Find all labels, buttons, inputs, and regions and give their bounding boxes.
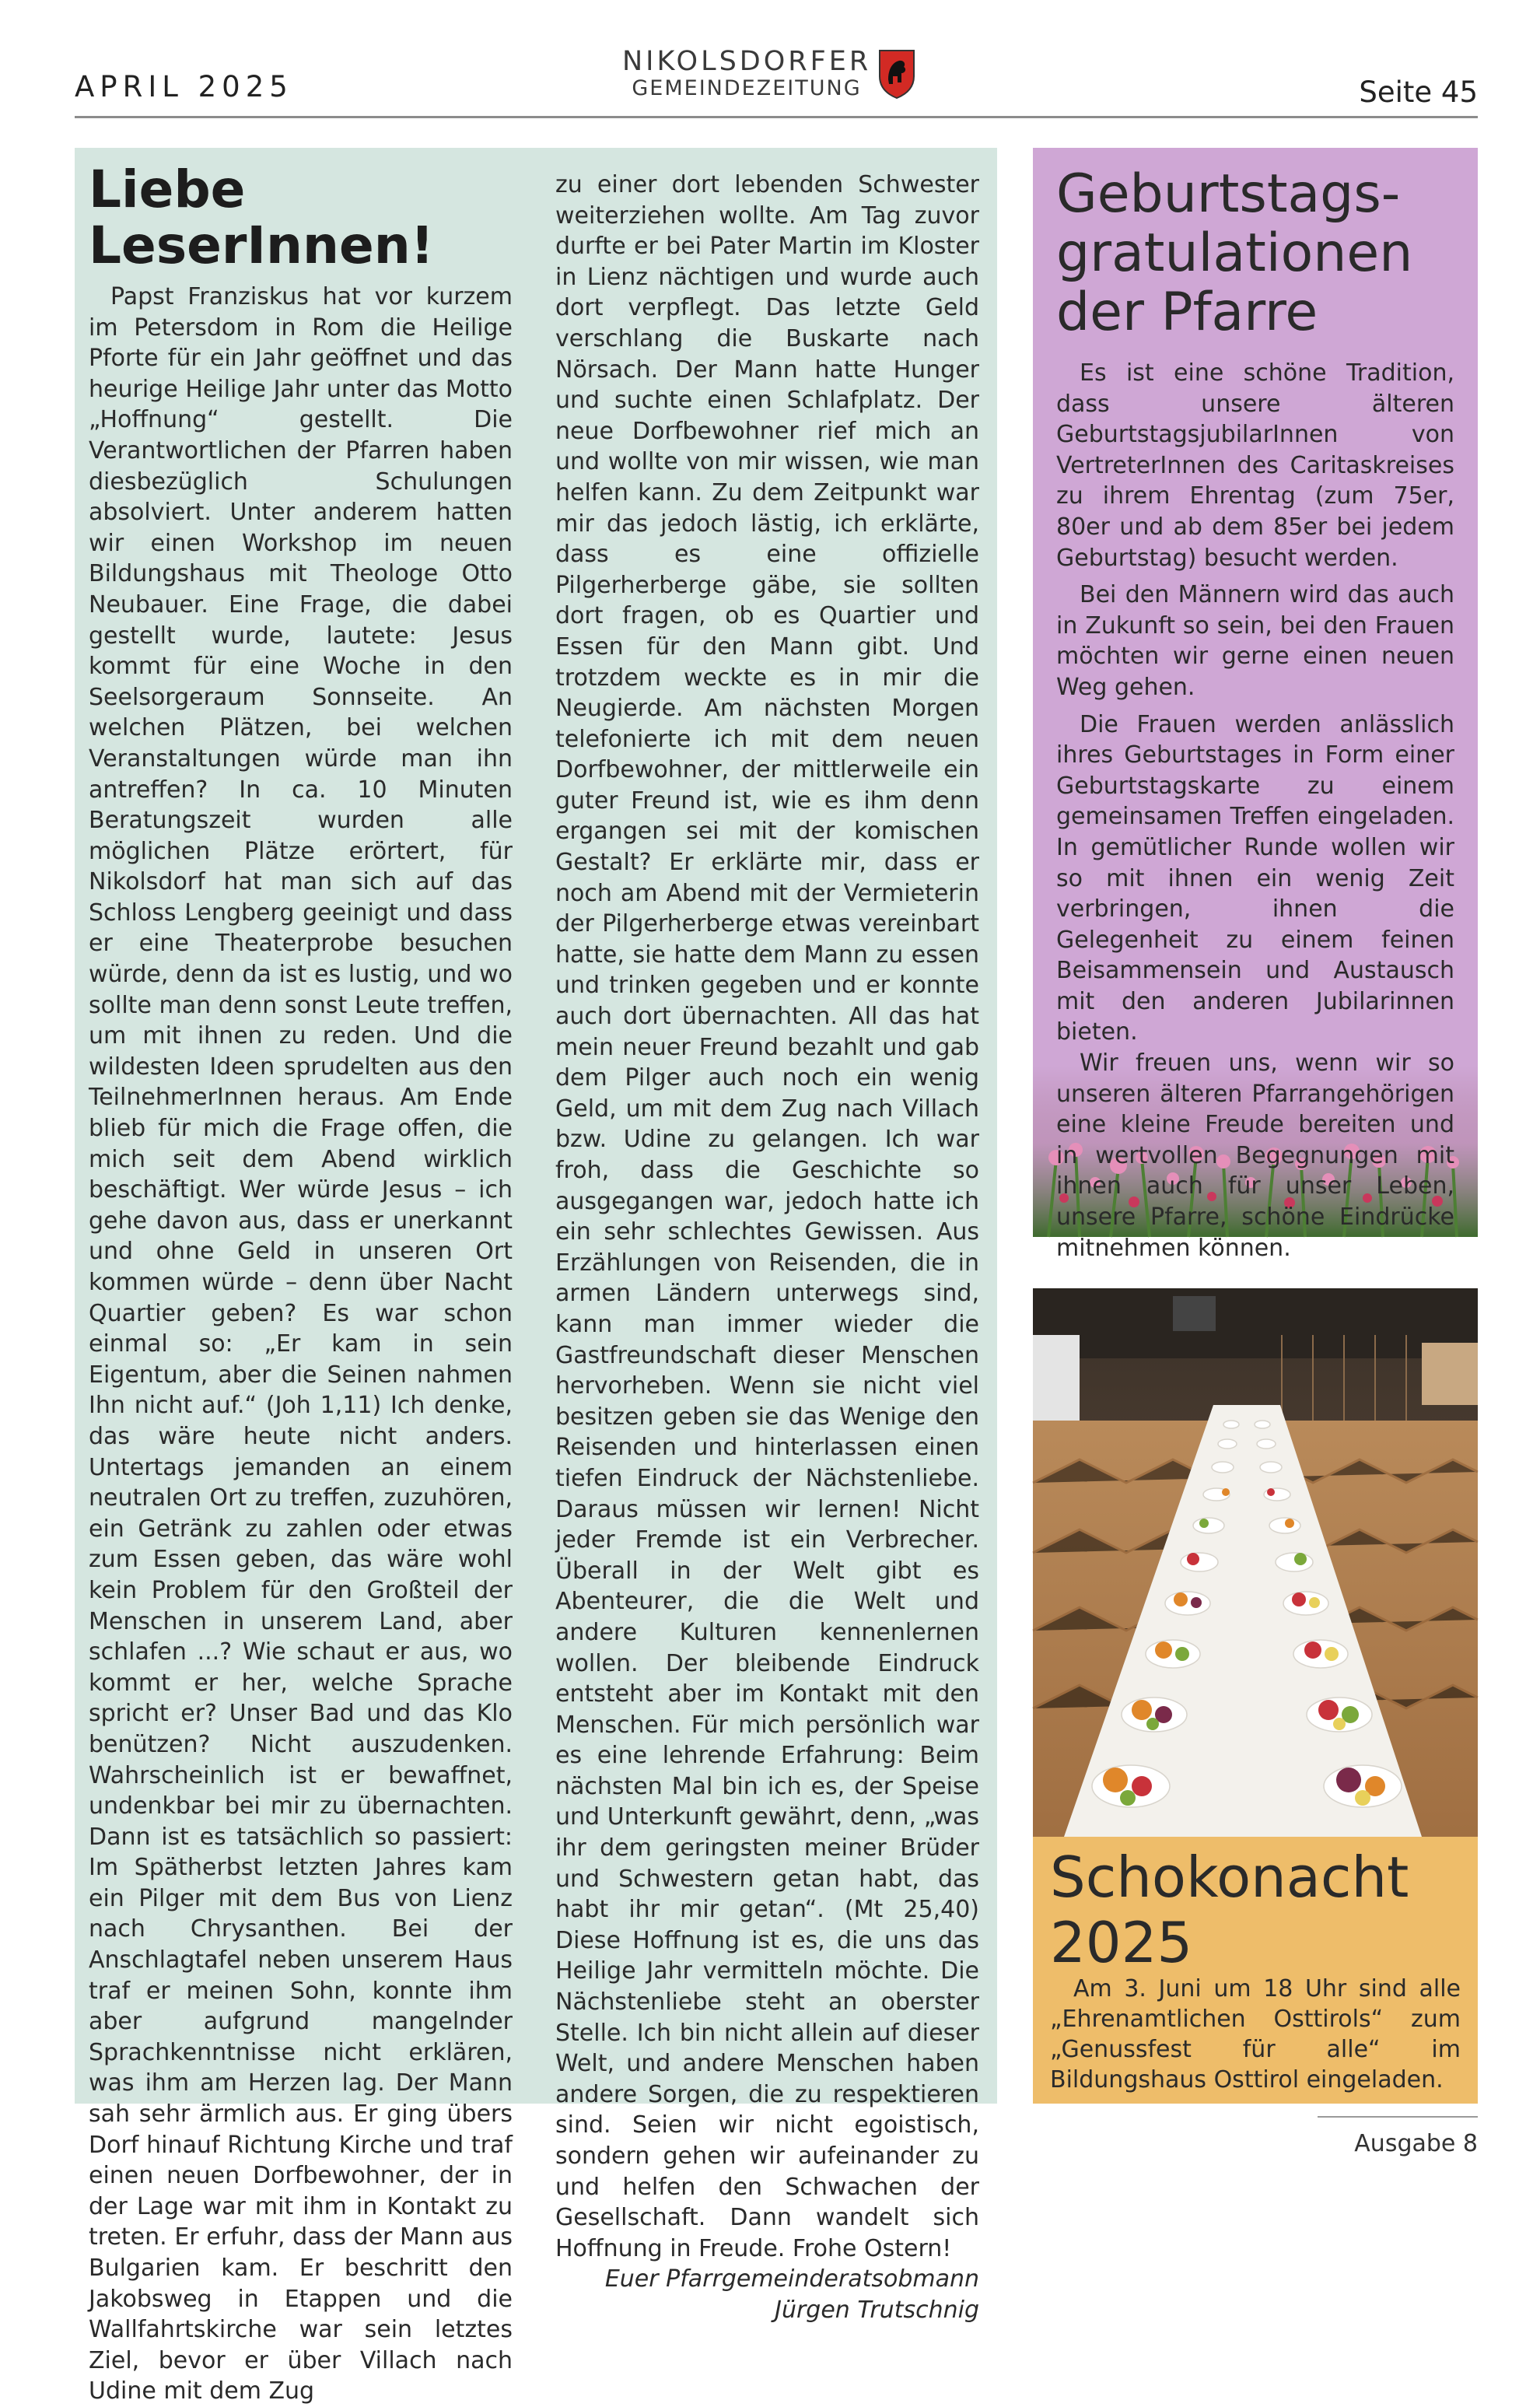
article-column-2: [555, 170, 979, 2326]
birthday-title: Geburtstags-gratulationen der Pfarre: [1056, 163, 1413, 343]
masthead-title: NIKOLSDORFER: [622, 46, 872, 77]
article-title: Liebe LeserInnen!: [89, 159, 434, 275]
article-paragraph: zu einer dort lebenden Schwester weiterziehen wollte. Am Tag zuvor durfte er bei Pater Martin im Kloster in Lienz nächtigen und wurde auch dort verpflegt. Das letzte Geld verschlang die Buskarte nach Nörsach. Der Mann hatte Hunger und suchte einen Schlafplatz. Der neue Dorfbewohner rief mich an und wollte von mir wissen, wie man helfen kann. Zu dem Zeitpunkt war mir das jedoch lästig, ich erklärte, dass es eine offizielle Pilgerherberge gäbe, sie sollten dort fragen, ob es Quartier und Essen für den Mann gibt. Und trotzdem weckte es in mir die Neugierde. Am nächsten Morgen telefonierte ich mit dem neuen Dorfbewohner, der mittlerweile ein guter Freund ist, wie es ihm denn ergangen sei mit der komischen Gestalt? Er erklärte mir, dass er noch am Abend mit der Vermieterin der Pilgerherberge etwas vereinbart hatte, sie hatte dem Mann zu essen und trinken gegeben und er konnte auch dort übernachten. All das hat mein neuer Freund bezahlt und gab dem Pilger auch noch ein wenig Geld, um mit dem Zug nach Villach bzw. Udine zu gelangen. Ich war froh, dass die Geschichte so ausgegangen war, jedoch hatte ich ein sehr schlechtes Gewissen. Aus Erzählungen von Reisenden, die in armen Ländern unterwegs sind, kann man immer wieder die Gastfreundschaft dieser Menschen hervorheben. Wenn sie nicht viel besitzen geben sie das Wenige den Reisenden und hinterlassen einen tiefen Eindruck der Nächstenliebe. Daraus müssen wir lernen! Nicht jeder Fremde ist ein Verbrecher. Überall in der Welt gibt es Abenteurer, die die Welt und andere Kulturen kennenlernen wollen. Der bleibende Eindruck entsteht aber im Kontakt mit den Menschen. Für mich persönlich war es eine lehrende Erfahrung: Beim nächsten Mal bin ich es, der Speise und Unterkunft gewährt, denn, „was ihr dem geringsten meiner Brüder und Schwestern getan habt, das habt ihr mir getan“. (Mt 25,40) Diese Hoffnung ist es, die uns das Heilige Jahr vermitteln möchte. Die Nächstenliebe steht an oberster Stelle. Ich bin nicht allein auf dieser Welt, und andere Menschen haben andere Sorgen, die zu respektieren sind. Seien wir nicht egoistisch, sondern gehen wir aufeinander zu und helfen den Schwachen der Gesellschaft. Dann wandelt sich Hoffnung in Freude. Frohe Ostern!: [555, 171, 979, 2262]
signature-name: Jürgen Trutschnig: [775, 2296, 979, 2324]
birthday-paragraph: Bei den Männern wird das auch in Zukunft so sein, bei den Frauen möchten wir gerne einen neuen Weg gehen.: [1056, 581, 1454, 701]
masthead-subtitle: GEMEINDEZEITUNG: [632, 76, 862, 100]
article-column-1: [89, 159, 513, 2407]
schokonacht-text: Am 3. Juni um 18 Uhr sind alle „Ehrenamtlichen Osttirols“ zum „Genussfest für alle“ im Bildungshaus Osttirol eingeladen.: [1050, 1975, 1461, 2093]
banquet-table-photo: [1033, 1288, 1478, 1837]
issue-date: APRIL 2025: [75, 70, 293, 103]
birthday-paragraph: Die Frauen werden anlässlich ihres Geburtstages in Form einer Geburtstagskarte zu einem gemeinsamen Treffen eingeladen. In gemütlicher Runde wollen wir so mit ihnen ein wenig Zeit verbringen, ihnen die Gelegenheit zu einem feinen Beisammensein und Austausch mit den anderen Jubilarinnen bieten.: [1056, 710, 1454, 1046]
masthead: [622, 48, 871, 102]
birthday-text: [1056, 358, 1454, 1270]
schokonacht-title: Schokonacht 2025: [1050, 1845, 1409, 1975]
birthday-box: [1033, 148, 1478, 1262]
birthday-paragraph: Es ist eine schöne Tradition, dass unsere älteren GeburtstagsjubilarInnen von VertreterInnen des Caritaskreises zu ihrem Ehrentag (zum 75er, 80er und ab dem 85er bei jedem Geburtstag) besucht werden.: [1056, 359, 1454, 572]
issue-number: Ausgabe 8: [1354, 2130, 1478, 2157]
header-divider: [75, 116, 1478, 118]
main-article: [75, 148, 997, 2405]
coat-of-arms-icon: [877, 48, 916, 100]
birthday-paragraph: Wir freuen uns, wenn wir so unseren älteren Pfarrangehörigen eine kleine Freude bereiten und in wertvollen Begegnungen mit ihnen auch für unser Leben, unsere Pfarre, schöne Eindrücke mitnehmen können.: [1056, 1049, 1454, 1262]
schokonacht-box: [1033, 1837, 1478, 2104]
signature-role: Euer Pfarrgemeinderatsobmann: [604, 2265, 979, 2293]
article-paragraph: Papst Franziskus hat vor kurzem im Petersdom in Rom die Heilige Pforte für ein Jahr geöffnet und das heurige Heilige Jahr unter das Motto „Hoffnung“ gestellt. Die Verantwortlichen der Pfarren haben diesbezüglich Schulungen absolviert. Unter anderem hatten wir einen Workshop im neuen Bildungshaus mit Theologe Otto Neubauer. Eine Frage, die dabei gestellt wurde, lautete: Jesus kommt für eine Woche in den Seelsorgeraum Sonnseite. An welchen Plätzen, bei welchen Veranstaltungen würde man ihn antreffen? In ca. 10 Minuten Beratungszeit wurden alle möglichen Plätze erörtert, für Nikolsdorf hat man sich auf das Schloss Lengberg geeinigt und dass er eine Theaterprobe besuchen würde, denn da ist es lustig, und wo sollte man denn sonst Leute treffen, um mit ihnen zu reden. Und die wildesten Ideen sprudelten aus den TeilnehmerInnen heraus. Am Ende blieb für mich die Frage offen, die mich seit dem Abend wirklich beschäftigt. Wer würde Jesus – ich gehe davon aus, dass er unerkannt und ohne Geld in unseren Ort kommen würde – denn über Nacht Quartier geben? Es war schon einmal so: „Er kam in sein Eigentum, aber die Seinen nahmen Ihn nicht auf.“ (Joh 1,11) Ich denke, das wäre heute nicht anders. Untertags jemanden an einem neutralen Ort zu treffen, zuzuhören, ein Getränk zu zahlen oder etwas zum Essen geben, das wäre wohl kein Problem für den Großteil der Menschen in unserem Land, aber schlafen ...? Wie schaut er aus, wo kommt er her, welche Sprache spricht er? Unser Bad und das Klo benützen? Nicht auszudenken. Wahrscheinlich ist er bewaffnet, undenkbar bei mir zu übernachten. Dann ist es tatsächlich so passiert: Im Spätherbst letzten Jahres kam ein Pilger mit dem Bus von Lienz nach Chrysanthen. Bei der Anschlagtafel neben unserem Haus traf er meinen Sohn, konnte ihm aber aufgrund mangelnder Sprachkenntnisse nicht erklären, was ihm am Herzen lag. Der Mann sah sehr ärmlich aus. Er ging übers Dorf hinauf Richtung Kirche und traf einen neuen Dorfbewohner, der in der Lage war mit ihm in Kontakt zu treten. Er erfuhr, dass der Mann aus Bulgarien kam. Er beschritt den Jakobsweg in Etappen und die Wallfahrtskirche war sein letztes Ziel, bevor er über Villach nach Udine mit dem Zug: [89, 283, 513, 2405]
footer-divider: [1318, 2116, 1478, 2118]
page-number: Seite 45: [1359, 75, 1478, 109]
